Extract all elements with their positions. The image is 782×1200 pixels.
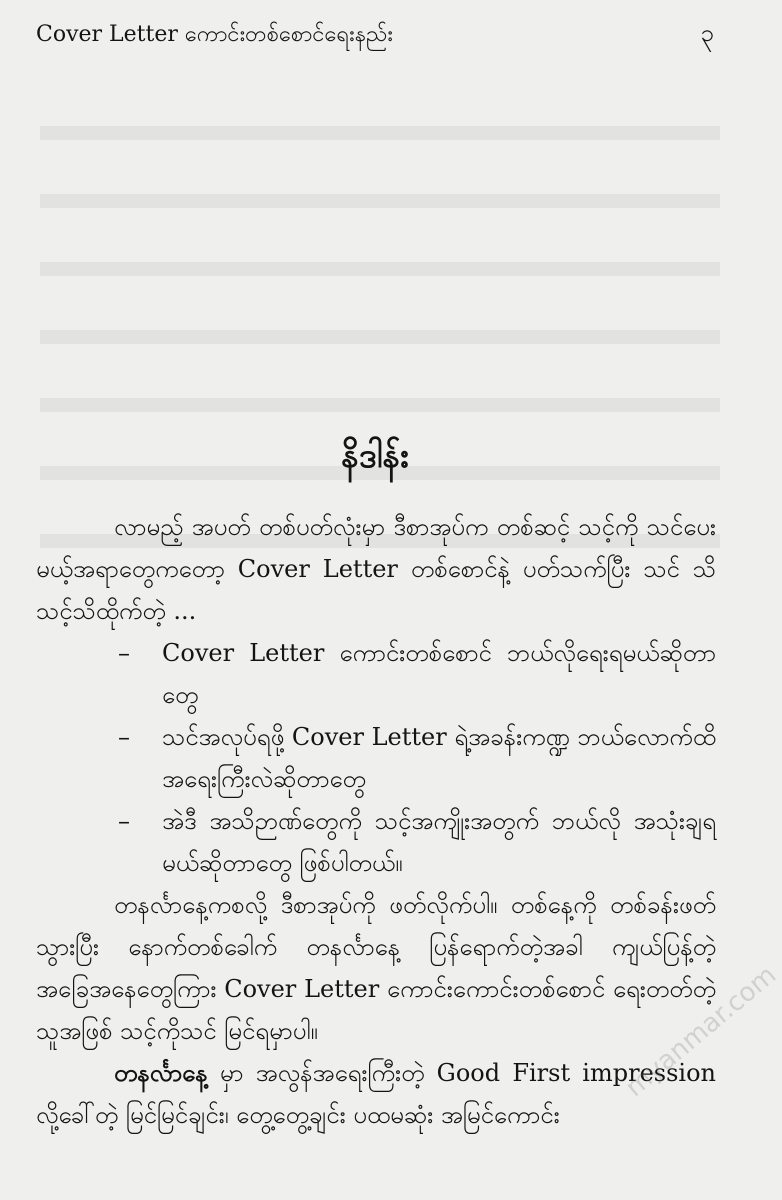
list-item-text: သင်အလုပ်ရဖို့ Cover Letter ရဲ့အခန်းကဏ္ဍ ဘယ်လောက်ထိ အရေးကြီးလဲဆိုတာတွေ bbox=[162, 723, 716, 793]
show-through-text bbox=[40, 90, 720, 490]
list-item-text: အဲဒီ အသိဉာဏ်တွေကို သင့်အကျိုးအတွက် ဘယ်လို အသုံးချရမယ်ဆိုတာတွေ ဖြစ်ပါတယ်။ bbox=[162, 807, 716, 877]
paragraph-rest: မှာ အလွန်အရေးကြီးတဲ့ Good First impression လို့ခေါ်တဲ့ မြင်မြင်ချင်း၊ တွေ့တွေ့ချင်း ပထမဆုံး အမြင်ကောင်း bbox=[36, 1059, 716, 1129]
section-title: နိဒါန်း bbox=[341, 436, 409, 476]
list-item bbox=[36, 632, 716, 716]
list-item-text: Cover Letter ကောင်းတစ်စောင် ဘယ်လိုရေးရမယ်ဆိုတာတွေ bbox=[162, 639, 716, 709]
impression-paragraph bbox=[36, 1052, 716, 1136]
bold-lead: တနင်္လာနေ့ bbox=[114, 1058, 208, 1087]
list-dash: – bbox=[118, 807, 130, 835]
watermark: myanmar.com bbox=[620, 960, 782, 1103]
list-item bbox=[36, 800, 716, 884]
body-text bbox=[36, 506, 716, 1136]
intro-paragraph: လာမည့် အပတ် တစ်ပတ်လုံးမှာ ဒီစာအုပ်က တစ်ဆင့် သင့်ကို သင်ပေးမယ့်အရာတွေကတော့ Cover Letter တစ်စောင်နဲ့ ပတ်သက်ပြီး သင် သိသင့်သိထိုက်တဲ့ ... bbox=[36, 513, 716, 625]
topic-list bbox=[36, 632, 716, 884]
list-item bbox=[36, 716, 716, 800]
running-title: Cover Letter ကောင်းတစ်စောင်ရေးနည်း bbox=[36, 22, 393, 47]
page-number: ၃ bbox=[700, 19, 714, 47]
monday-paragraph: တနင်္လာနေ့ကစလို့ ဒီစာအုပ်ကို ဖတ်လိုက်ပါ။ တစ်နေ့ကို တစ်ခန်းဖတ်သွားပြီး နောက်တစ်ခေါက် တနင်္လာနေ့ ပြန်ရောက်တဲ့အခါ ကျယ်ပြန့်တဲ့အခြေအနေတွေကြား Cover Letter ကောင်းကောင်းတစ်စောင် ရေးတတ်တဲ့သူအဖြစ် သင့်ကိုသင် မြင်ရမှာပါ။ bbox=[36, 891, 716, 1045]
list-dash: – bbox=[118, 639, 130, 667]
list-dash: – bbox=[118, 723, 130, 751]
page-header bbox=[36, 18, 714, 58]
